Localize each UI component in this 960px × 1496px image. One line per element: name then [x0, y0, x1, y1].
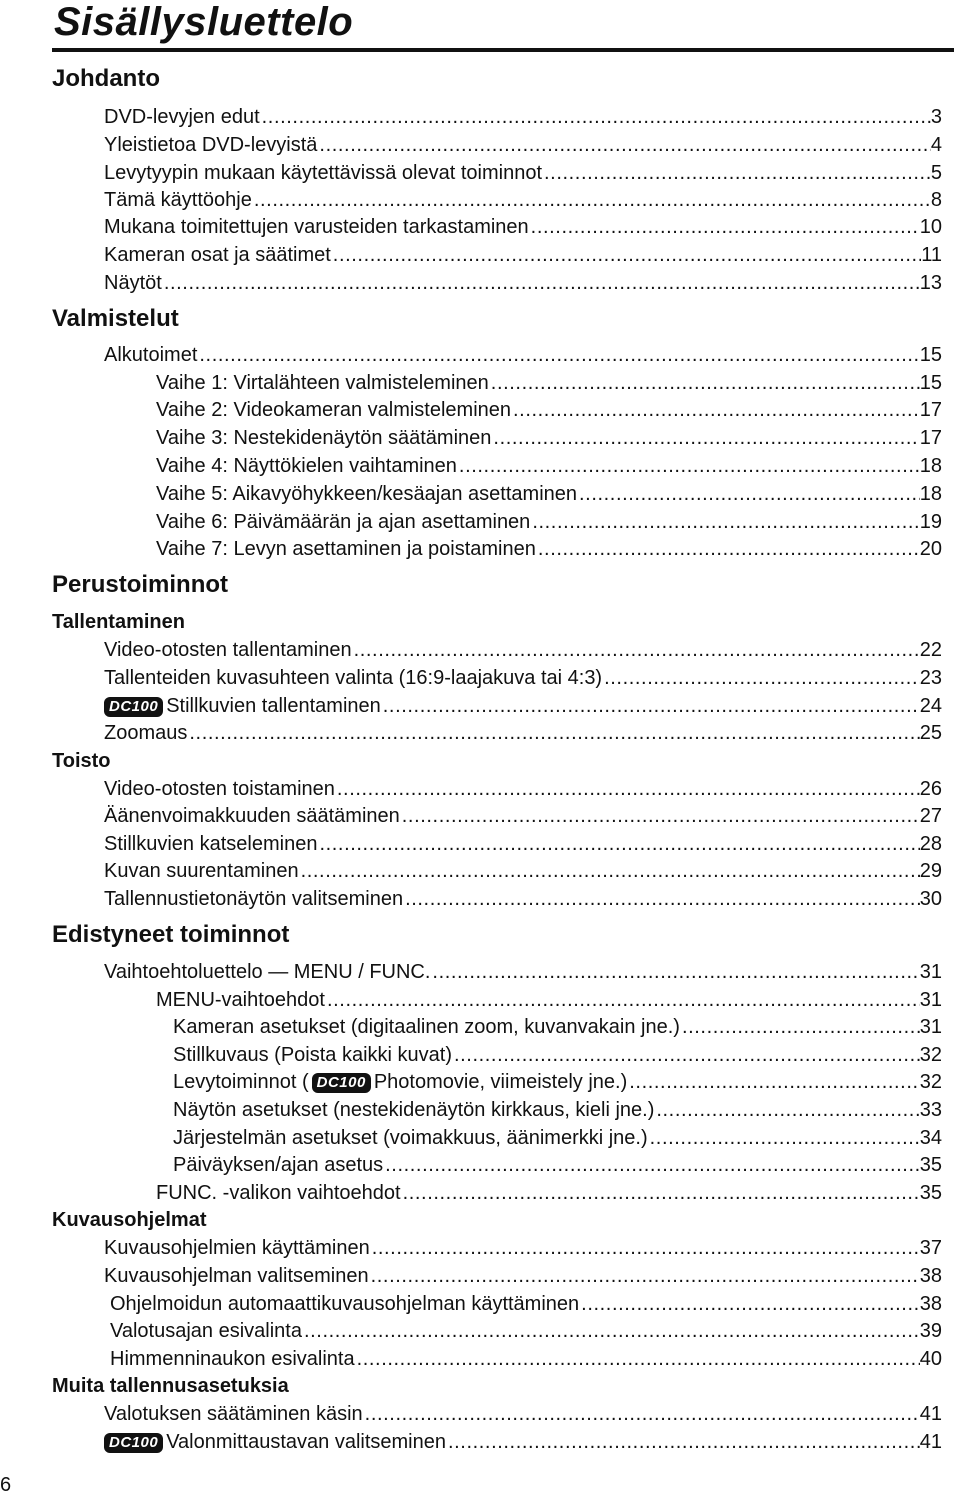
- entry-label: Ohjelmoidun automaattikuvausohjelman käyttäminen: [110, 1293, 580, 1315]
- entry-page: 15: [919, 344, 942, 366]
- toc-entry[interactable]: [104, 1263, 942, 1289]
- entry-label: DVD-levyjen edut: [104, 106, 260, 128]
- toc-entry[interactable]: [156, 397, 942, 423]
- dot-leader: [682, 1014, 920, 1040]
- dot-leader: [319, 831, 919, 857]
- dot-leader: [532, 509, 919, 535]
- subsection-heading-kuvausohjelmat: Kuvausohjelmat: [52, 1209, 207, 1231]
- entry-label: Zoomaus: [104, 722, 188, 744]
- dot-leader: [383, 693, 920, 719]
- toc-entry[interactable]: [104, 858, 942, 884]
- toc-entry[interactable]: [104, 886, 942, 912]
- toc-entry[interactable]: [104, 270, 942, 296]
- dot-leader: [385, 1152, 920, 1178]
- entry-page: 29: [919, 860, 942, 882]
- dot-leader: [544, 160, 931, 186]
- toc-entry[interactable]: [173, 1014, 942, 1040]
- dot-leader: [459, 453, 920, 479]
- toc-entry[interactable]: [110, 1291, 942, 1317]
- dot-leader: [531, 214, 920, 240]
- entry-label: Järjestelmän asetukset (voimakkuus, äänimerkki jne.): [173, 1127, 648, 1149]
- toc-entry[interactable]: [104, 1401, 942, 1427]
- dot-leader: [491, 370, 920, 396]
- entry-label: Kuvausohjelman valitseminen: [104, 1265, 369, 1287]
- entry-page: 28: [919, 833, 942, 855]
- toc-entry[interactable]: [173, 1069, 942, 1095]
- entry-label: Näytön asetukset (nestekidenäytön kirkkaus, kieli jne.): [173, 1099, 655, 1121]
- dot-leader: [629, 1069, 919, 1095]
- entry-label: Levytyypin mukaan käytettävissä olevat toiminnot: [104, 162, 542, 184]
- entry-label: Näytöt: [104, 272, 162, 294]
- dot-leader: [493, 425, 919, 451]
- section-heading-edistyneet-toiminnot: Edistyneet toiminnot: [52, 921, 290, 948]
- entry-label: Himmenninaukon esivalinta: [110, 1348, 355, 1370]
- toc-entry[interactable]: [156, 1180, 942, 1206]
- entry-page: 22: [919, 639, 942, 661]
- entry-label: FUNC. -valikon vaihtoehdot: [156, 1182, 401, 1204]
- entry-label: Levytoiminnot (: [173, 1071, 309, 1093]
- page-number: 6: [0, 1474, 12, 1496]
- entry-page: 8: [930, 189, 942, 211]
- toc-entry[interactable]: [173, 1125, 942, 1151]
- entry-page: 39: [919, 1320, 942, 1342]
- entry-label: Video-otosten toistaminen: [104, 778, 335, 800]
- entry-label: Kuvan suurentaminen: [104, 860, 299, 882]
- dc100-badge: DC100: [104, 1433, 163, 1453]
- dot-leader: [337, 776, 920, 802]
- entry-page: 26: [919, 778, 942, 800]
- toc-entry[interactable]: [156, 370, 942, 396]
- entry-page: 25: [919, 722, 942, 744]
- subsection-heading-tallentaminen: Tallentaminen: [52, 611, 185, 633]
- entry-page: 27: [919, 805, 942, 827]
- entry-label: Yleistietoa DVD-levyistä: [104, 134, 318, 156]
- entry-label: Valotusajan esivalinta: [110, 1320, 302, 1342]
- toc-entry[interactable]: [104, 187, 942, 213]
- entry-page: 17: [919, 399, 942, 421]
- toc-entry[interactable]: [156, 453, 942, 479]
- dot-leader: [354, 637, 920, 663]
- entry-label: Tämä käyttöohje: [104, 189, 252, 211]
- dot-leader: [513, 397, 920, 423]
- entry-label: Valotuksen säätäminen käsin: [104, 1403, 363, 1425]
- toc-entry[interactable]: [104, 776, 942, 802]
- entry-label: Päiväyksen/ajan asetus: [173, 1154, 384, 1176]
- entry-page: 17: [919, 427, 942, 449]
- entry-label: Mukana toimitettujen varusteiden tarkastaminen: [104, 216, 529, 238]
- dc100-badge: DC100: [104, 697, 163, 717]
- entry-page: 19: [919, 511, 942, 533]
- dot-leader: [650, 1125, 920, 1151]
- entry-page: 18: [919, 455, 942, 477]
- toc-entry[interactable]: [104, 803, 942, 829]
- toc-entry[interactable]: [104, 242, 942, 268]
- dot-leader: [454, 1042, 920, 1068]
- entry-page: 5: [930, 162, 942, 184]
- dot-leader: [372, 1235, 920, 1261]
- subsection-heading-muita-tallennusasetuksia: Muita tallennusasetuksia: [52, 1375, 289, 1397]
- entry-page: 41: [919, 1431, 942, 1453]
- toc-entry[interactable]: [173, 1152, 942, 1178]
- entry-label: Kameran osat ja säätimet: [104, 244, 331, 266]
- entry-label: Stillkuvaus (Poista kaikki kuvat): [173, 1044, 452, 1066]
- dot-leader: [656, 1097, 919, 1123]
- entry-label: Kuvausohjelmien käyttäminen: [104, 1237, 370, 1259]
- dot-leader: [405, 886, 920, 912]
- toc-entry[interactable]: [104, 720, 942, 746]
- entry-label: Vaihe 7: Levyn asettaminen ja poistaminen: [156, 538, 536, 560]
- page-title: Sisällysluettelo: [54, 0, 354, 44]
- entry-label: Valonmittaustavan valitseminen: [166, 1431, 446, 1453]
- entry-page: 15: [919, 372, 942, 394]
- entry-page: 40: [919, 1348, 942, 1370]
- dot-leader: [164, 270, 920, 296]
- entry-label: Kameran asetukset (digitaalinen zoom, kuvanvakain jne.): [173, 1016, 680, 1038]
- toc-entry[interactable]: [173, 1042, 942, 1068]
- dot-leader: [262, 104, 931, 130]
- entry-page: 35: [919, 1154, 942, 1176]
- entry-page: 10: [919, 216, 942, 238]
- dot-leader: [403, 1180, 920, 1206]
- entry-page: 37: [919, 1237, 942, 1259]
- dot-leader: [189, 720, 919, 746]
- toc-entry[interactable]: [104, 693, 942, 719]
- entry-page: 38: [919, 1293, 942, 1315]
- entry-page: 11: [921, 244, 942, 266]
- dot-leader: [581, 1291, 920, 1317]
- toc-entry[interactable]: [110, 1346, 942, 1372]
- entry-page: 4: [930, 134, 942, 156]
- toc-entry[interactable]: [104, 132, 942, 158]
- entry-label: Vaihe 1: Virtalähteen valmisteleminen: [156, 372, 489, 394]
- entry-label: Tallennustietonäytön valitseminen: [104, 888, 404, 910]
- entry-page: 34: [919, 1127, 942, 1149]
- entry-page: 24: [919, 695, 942, 717]
- dot-leader: [432, 959, 919, 985]
- entry-page: 41: [919, 1403, 942, 1425]
- dc100-badge: DC100: [312, 1073, 371, 1093]
- dot-leader: [604, 665, 920, 691]
- toc-entry[interactable]: [110, 1318, 942, 1344]
- dot-leader: [402, 803, 920, 829]
- entry-page: 31: [919, 961, 942, 983]
- dot-leader: [199, 342, 919, 368]
- entry-label: Vaihe 5: Aikavyöhykkeen/kesäajan asettaminen: [156, 483, 578, 505]
- entry-label: Tallenteiden kuvasuhteen valinta (16:9-laajakuva tai 4:3): [104, 667, 603, 689]
- subsection-heading-toisto: Toisto: [52, 750, 111, 772]
- dot-leader: [357, 1346, 920, 1372]
- dot-leader: [304, 1318, 920, 1344]
- entry-page: 23: [919, 667, 942, 689]
- entry-page: 33: [919, 1099, 942, 1121]
- dot-leader: [327, 987, 920, 1013]
- toc-entry[interactable]: [156, 425, 942, 451]
- dot-leader: [448, 1429, 920, 1455]
- entry-page: 32: [919, 1044, 942, 1066]
- dot-leader: [301, 858, 920, 884]
- dot-leader: [254, 187, 931, 213]
- toc-entry[interactable]: [173, 1097, 942, 1123]
- toc-entry[interactable]: [156, 987, 942, 1013]
- entry-page: 30: [919, 888, 942, 910]
- entry-label: Vaihe 6: Päivämäärän ja ajan asettaminen: [156, 511, 531, 533]
- entry-page: 35: [919, 1182, 942, 1204]
- toc-entry[interactable]: [104, 665, 942, 691]
- dot-leader: [365, 1401, 920, 1427]
- entry-label: Vaihe 3: Nestekidenäytön säätäminen: [156, 427, 492, 449]
- toc-entry[interactable]: [104, 342, 942, 368]
- toc-entry[interactable]: [104, 637, 942, 663]
- entry-page: 3: [930, 106, 942, 128]
- toc-entry[interactable]: [156, 481, 942, 507]
- toc-entry[interactable]: [104, 214, 942, 240]
- entry-label: Alkutoimet: [104, 344, 198, 366]
- toc-entry[interactable]: [156, 509, 942, 535]
- entry-page: 38: [919, 1265, 942, 1287]
- entry-page: 18: [919, 483, 942, 505]
- entry-page: 31: [919, 989, 942, 1011]
- dot-leader: [371, 1263, 920, 1289]
- entry-label: MENU-vaihtoehdot: [156, 989, 325, 1011]
- dot-leader: [538, 536, 920, 562]
- entry-label: Vaihtoehtoluettelo — MENU / FUNC.: [104, 961, 431, 983]
- section-heading-johdanto: Johdanto: [52, 65, 160, 92]
- entry-label: Photomovie, viimeistely jne.): [373, 1071, 628, 1093]
- dot-leader: [319, 132, 930, 158]
- toc-entry[interactable]: [104, 104, 942, 130]
- toc-entry[interactable]: [104, 831, 942, 857]
- entry-label: Video-otosten tallentaminen: [104, 639, 352, 661]
- section-heading-valmistelut: Valmistelut: [52, 305, 179, 332]
- entry-label: Stillkuvien tallentaminen: [166, 695, 381, 717]
- entry-page: 32: [919, 1071, 942, 1093]
- toc-entry[interactable]: [156, 536, 942, 562]
- entry-label: Vaihe 2: Videokameran valmisteleminen: [156, 399, 512, 421]
- entry-label: Vaihe 4: Näyttökielen vaihtaminen: [156, 455, 457, 477]
- section-heading-perustoiminnot: Perustoiminnot: [52, 571, 229, 598]
- entry-label: Stillkuvien katseleminen: [104, 833, 318, 855]
- toc-entry[interactable]: [104, 1429, 942, 1455]
- dot-leader: [333, 242, 921, 268]
- entry-page: 13: [919, 272, 942, 294]
- entry-label: Äänenvoimakkuuden säätäminen: [104, 805, 400, 827]
- toc-entry[interactable]: [104, 1235, 942, 1261]
- toc-entry[interactable]: [104, 959, 942, 985]
- entry-page: 20: [919, 538, 942, 560]
- dot-leader: [579, 481, 920, 507]
- entry-page: 31: [919, 1016, 942, 1038]
- toc-entry[interactable]: [104, 160, 942, 186]
